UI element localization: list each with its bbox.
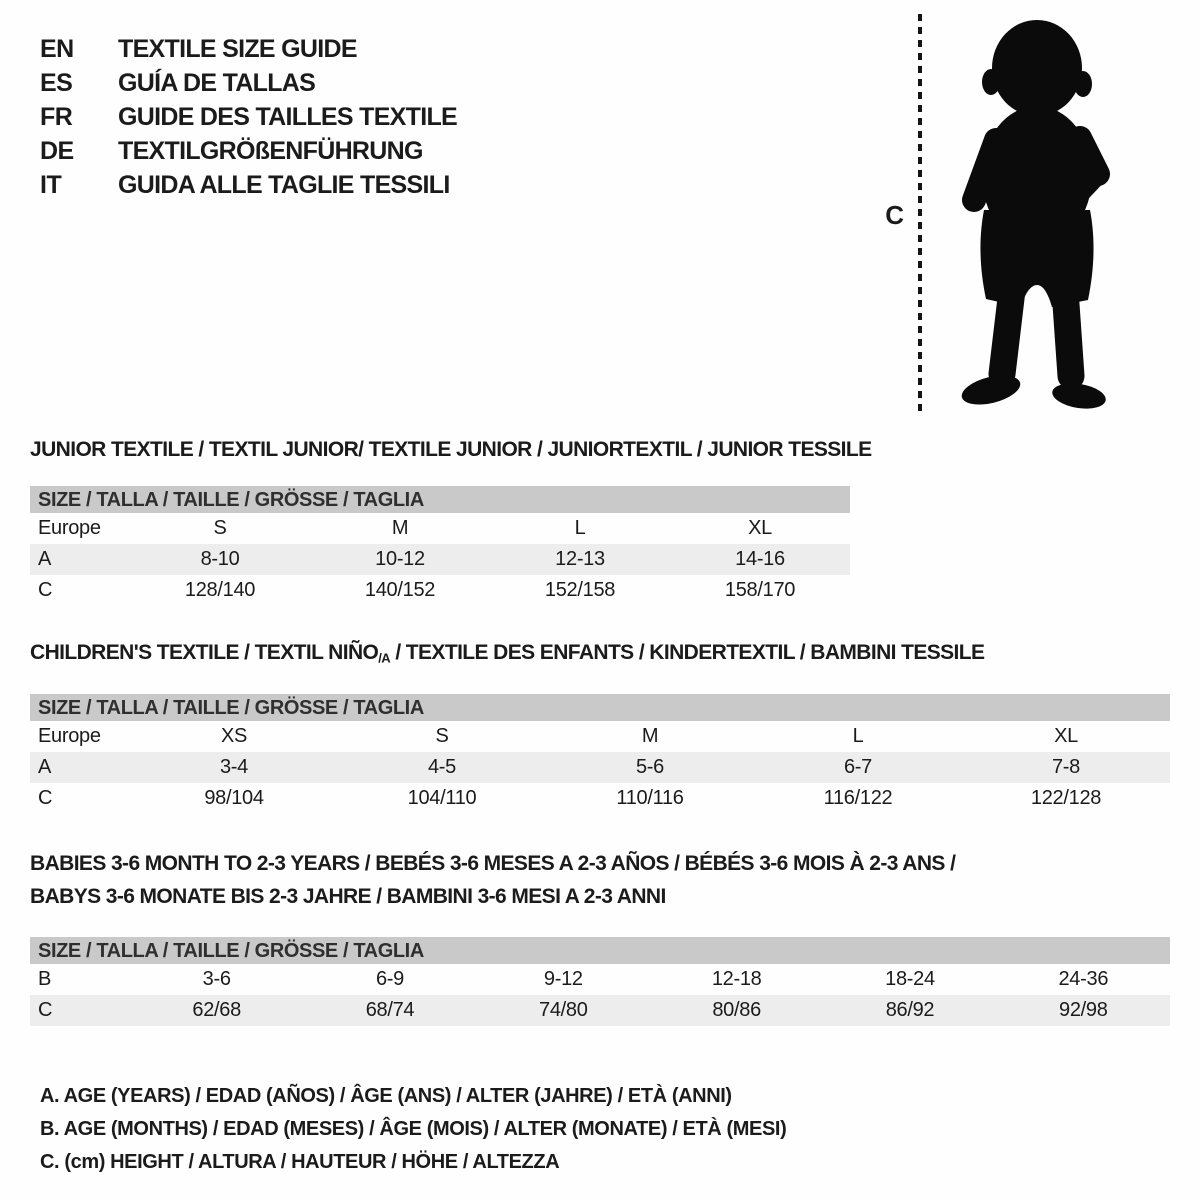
table-row-height — [30, 995, 1170, 1026]
size-cell: 86/92 — [885, 999, 935, 1022]
row-label: A — [38, 756, 52, 779]
table-row-height — [30, 575, 850, 606]
row-label: C — [38, 787, 53, 810]
size-cell: 12-18 — [711, 968, 762, 991]
size-cell: 24-36 — [1058, 968, 1109, 991]
size-cell: S — [213, 517, 227, 539]
size-cell: 18-24 — [885, 968, 935, 991]
height-measure-line — [918, 14, 922, 416]
size-cell: 68/74 — [365, 999, 415, 1022]
size-cell: 122/128 — [1030, 787, 1102, 810]
size-cell: 9-12 — [543, 968, 583, 991]
size-cell: S — [435, 725, 449, 748]
language-title: TEXTILE SIZE GUIDE — [118, 34, 357, 63]
section-babies — [30, 847, 1170, 1026]
size-cell: M — [641, 725, 659, 748]
section-junior — [30, 438, 1170, 606]
junior-size-table — [30, 486, 1170, 606]
footnotes — [30, 1080, 1170, 1179]
size-cell: 92/98 — [1059, 999, 1108, 1022]
footnote-c: C. (cm) HEIGHT / ALTURA / HAUTEUR / HÖHE / ALTEZZA — [40, 1151, 560, 1174]
size-cell: 6-7 — [843, 756, 872, 779]
size-cell: XS — [220, 725, 248, 748]
size-cell: 12-13 — [555, 548, 605, 570]
size-cell: 7-8 — [1051, 756, 1080, 779]
language-title: GUÍA DE TALLAS — [118, 68, 316, 97]
table-row-height — [30, 783, 1170, 814]
header-area — [30, 0, 1170, 420]
size-cell: 4-5 — [427, 756, 456, 779]
row-label: A — [38, 548, 52, 570]
section-heading-children: CHILDREN'S TEXTILE / TEXTIL NIÑO/A / TEXTILE DES ENFANTS / KINDERTEXTIL / BAMBINI TESSILE — [30, 641, 985, 666]
table-row-months — [30, 964, 1170, 995]
size-header-bar: SIZE / TALLA / TAILLE / GRÖSSE / TAGLIA — [30, 694, 1170, 721]
size-cell: 62/68 — [192, 999, 241, 1022]
size-cell: 140/152 — [364, 579, 436, 601]
size-cell: L — [852, 725, 864, 748]
size-cell: L — [574, 517, 586, 539]
table-row-age — [30, 752, 1170, 783]
row-label: B — [38, 968, 52, 991]
footnote-b: B. AGE (MONTHS) / EDAD (MESES) / ÂGE (MOIS) / ALTER (MONATE) / ETÀ (MESI) — [40, 1118, 787, 1141]
table-row-age — [30, 544, 850, 575]
size-header-bar: SIZE / TALLA / TAILLE / GRÖSSE / TAGLIA — [30, 486, 850, 513]
size-cell: 74/80 — [539, 999, 588, 1022]
size-cell: 128/140 — [184, 579, 256, 601]
language-code: FR — [40, 102, 73, 131]
size-cell: 158/170 — [724, 579, 796, 601]
height-figure — [885, 14, 1114, 416]
language-code: ES — [40, 68, 73, 97]
row-label: C — [38, 579, 53, 601]
section-heading-babies-line1: BABIES 3-6 MONTH TO 2-3 YEARS / BEBÉS 3-6 MESES A 2-3 AÑOS / BÉBÉS 3-6 MOIS À 2-3 ANS / — [30, 852, 956, 876]
size-cell: 5-6 — [635, 756, 664, 779]
table-row-europe — [30, 513, 850, 544]
section-heading-junior: JUNIOR TEXTILE / TEXTIL JUNIOR/ TEXTILE JUNIOR / JUNIORTEXTIL / JUNIOR TESSILE — [30, 438, 872, 461]
heading-subscript: /A — [378, 650, 391, 666]
section-children — [30, 641, 1170, 814]
size-cell: 110/116 — [616, 787, 684, 810]
size-header-bar: SIZE / TALLA / TAILLE / GRÖSSE / TAGLIA — [30, 937, 1170, 964]
row-label: C — [38, 999, 53, 1022]
size-cell: 104/110 — [407, 787, 477, 810]
size-cell: 6-9 — [375, 968, 404, 991]
toddler-silhouette-icon — [944, 14, 1114, 414]
row-label: Europe — [38, 725, 101, 748]
language-title: GUIDA ALLE TAGLIE TESSILI — [118, 170, 450, 199]
language-title: TEXTILGRÖßENFÜHRUNG — [118, 136, 423, 165]
size-cell: XL — [1054, 725, 1078, 748]
section-heading-babies-line2: BABYS 3-6 MONATE BIS 2-3 JAHRE / BAMBINI 3-6 MESI A 2-3 ANNI — [30, 885, 666, 909]
size-cell: 10-12 — [375, 548, 425, 570]
size-cell: 152/158 — [544, 579, 616, 601]
size-cell: XL — [748, 517, 772, 539]
children-size-table — [30, 694, 1170, 814]
size-cell: 14-16 — [735, 548, 785, 570]
language-code: EN — [40, 34, 74, 63]
language-code: IT — [40, 170, 62, 199]
language-code: DE — [40, 136, 74, 165]
size-cell: 3-6 — [202, 968, 231, 991]
language-title: GUIDE DES TAILLES TEXTILE — [118, 102, 458, 131]
footnote-a: A. AGE (YEARS) / EDAD (AÑOS) / ÂGE (ANS) / ALTER (JAHRE) / ETÀ (ANNI) — [40, 1085, 732, 1108]
size-cell: M — [391, 517, 409, 539]
size-cell: 8-10 — [200, 548, 240, 570]
height-measure-label: C — [885, 199, 904, 230]
size-cell: 98/104 — [204, 787, 264, 810]
babies-size-table — [30, 937, 1170, 1026]
table-row-europe — [30, 721, 1170, 752]
size-cell: 80/86 — [712, 999, 761, 1022]
size-cell: 3-4 — [219, 756, 248, 779]
row-label: Europe — [38, 517, 101, 539]
size-cell: 116/122 — [823, 787, 893, 810]
